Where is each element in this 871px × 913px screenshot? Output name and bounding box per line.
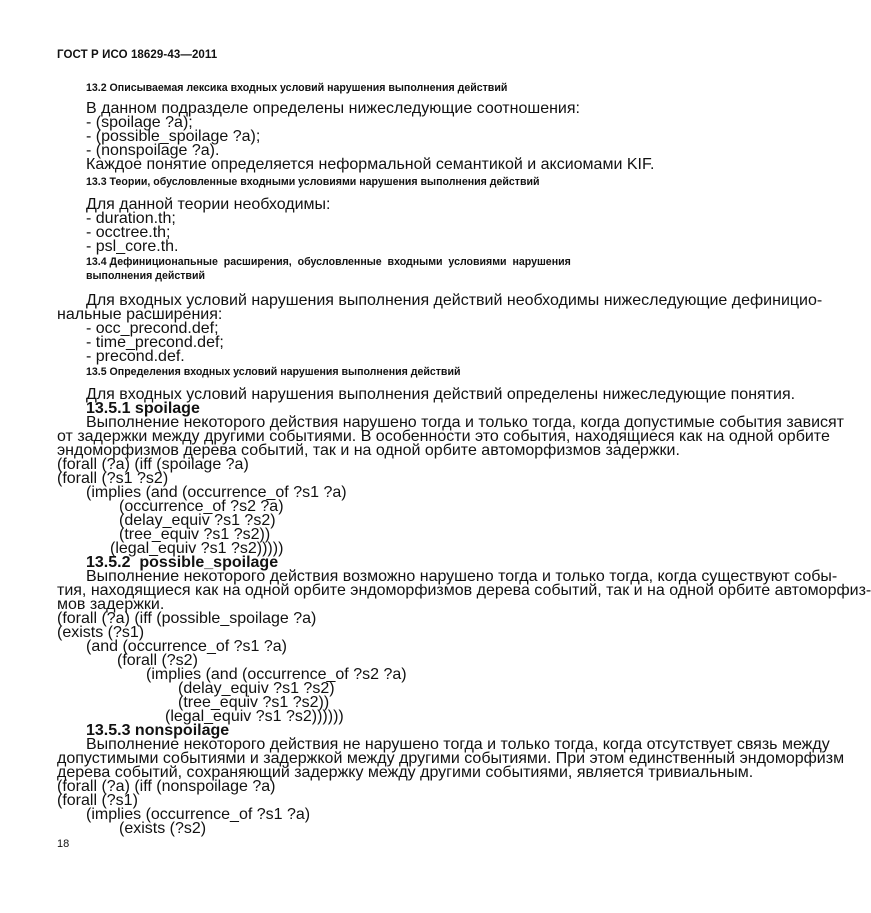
code-line: (forall (?s1) (57, 792, 138, 809)
code-line: (occurrence_of ?s2 ?a) (119, 498, 284, 515)
code-line: (forall (?s2) (117, 652, 198, 669)
list-item: - (possible_spoilage ?a); (86, 128, 261, 145)
code-line: (tree_equiv ?s1 ?s2)) (178, 694, 330, 711)
code-line: (forall (?a) (iff (spoilage ?a) (57, 456, 249, 473)
code-line: (and (occurrence_of ?s1 ?a) (86, 638, 287, 655)
code-line: (legal_equiv ?s1 ?s2))))) (110, 540, 284, 557)
list-item: - (nonspoilage ?a). (86, 142, 220, 159)
paragraph: В данном подразделе определены нижеследующие соотношения: (86, 100, 580, 117)
list-item: - time_precond.def; (86, 334, 224, 351)
subsection-heading: 13.5.2 possible_spoilage (86, 554, 279, 571)
paragraph: Каждое понятие определяется неформальной семантикой и аксиомами KIF. (86, 156, 655, 173)
section-heading-continued: выполнения действий (86, 270, 205, 282)
paragraph-continued: нальные расширения: (57, 306, 223, 323)
code-line: (forall (?s1 ?s2) (57, 470, 169, 487)
code-line: (tree_equiv ?s1 ?s2)) (119, 526, 271, 543)
code-line: (delay_equiv ?s1 ?s2) (119, 512, 276, 529)
paragraph: Для входных условий нарушения выполнения действий необходимы нижеследующие дефиницио- (86, 292, 823, 309)
code-line: (implies (and (occurrence_of ?s1 ?a) (86, 484, 347, 501)
list-item: - occ_precond.def; (86, 320, 219, 337)
list-item: - precond.def. (86, 348, 185, 365)
code-line: (exists (?s2) (119, 820, 207, 837)
list-item: - duration.th; (86, 210, 176, 227)
subsection-heading: 13.5.3 nonspoilage (86, 722, 230, 739)
section-heading: 13.4 Дефиниционапьные расширения, обусловленные входными условиями нарушения (86, 256, 571, 268)
section-heading: 13.5 Определения входных условий нарушения выполнения действий (86, 366, 461, 378)
paragraph-continued: от задержки между другими событиями. В особенности это события, находящиеся как на одной орбите (57, 428, 830, 445)
section-heading: 13.3 Теории, обусловленные входными условиями нарушения выполнения действий (86, 176, 540, 188)
code-line: (legal_equiv ?s1 ?s2)))))) (165, 708, 344, 725)
code-line: (implies (occurrence_of ?s1 ?a) (86, 806, 311, 823)
list-item: - psl_core.th. (86, 238, 179, 255)
list-item: - occtree.th; (86, 224, 171, 241)
code-line: (implies (and (occurrence_of ?s2 ?a) (146, 666, 407, 683)
code-line: (forall (?a) (iff (nonspoilage ?a) (57, 778, 276, 795)
code-line: (delay_equiv ?s1 ?s2) (178, 680, 335, 697)
document-header: ГОСТ Р ИСО 18629-43—2011 (57, 49, 218, 61)
paragraph: Для данной теории необходимы: (86, 196, 331, 213)
paragraph-continued: мов задержки. (57, 596, 165, 613)
paragraph: Выполнение некоторого действия возможно нарушено тогда и только тогда, когда существуют собы- (86, 568, 838, 585)
paragraph-continued: дерева событий, сохраняющий задержку между другими событиями, является тривиальным. (57, 764, 754, 781)
paragraph-continued: эндоморфизмов дерева событий, так и на одной орбите автоморфизмов задержки. (57, 442, 680, 459)
paragraph: Выполнение некоторого действия нарушено тогда и только тогда, когда допустимые события зависят (86, 414, 845, 431)
paragraph: Для входных условий нарушения выполнения действий определены нижеследующие понятия. (86, 386, 796, 403)
page-number: 18 (57, 838, 70, 850)
paragraph-continued: допустимыми событиями и задержкой между другими событиями. При этом единственный эндоморфизм (57, 750, 845, 767)
code-line: (exists (?s1) (57, 624, 145, 641)
paragraph-continued: тия, находящиеся как на одной орбите эндоморфизмов дерева событий, так и на одной орбите автоморфиз- (57, 582, 871, 599)
code-line: (forall (?a) (iff (possible_spoilage ?a) (57, 610, 317, 627)
list-item: - (spoilage ?a); (86, 114, 193, 131)
section-heading: 13.2 Описываемая лексика входных условий нарушения выполнения действий (86, 82, 508, 94)
subsection-heading: 13.5.1 spoilage (86, 400, 200, 417)
paragraph: Выполнение некоторого действия не нарушено тогда и только тогда, когда отсутствует связь между (86, 736, 830, 753)
